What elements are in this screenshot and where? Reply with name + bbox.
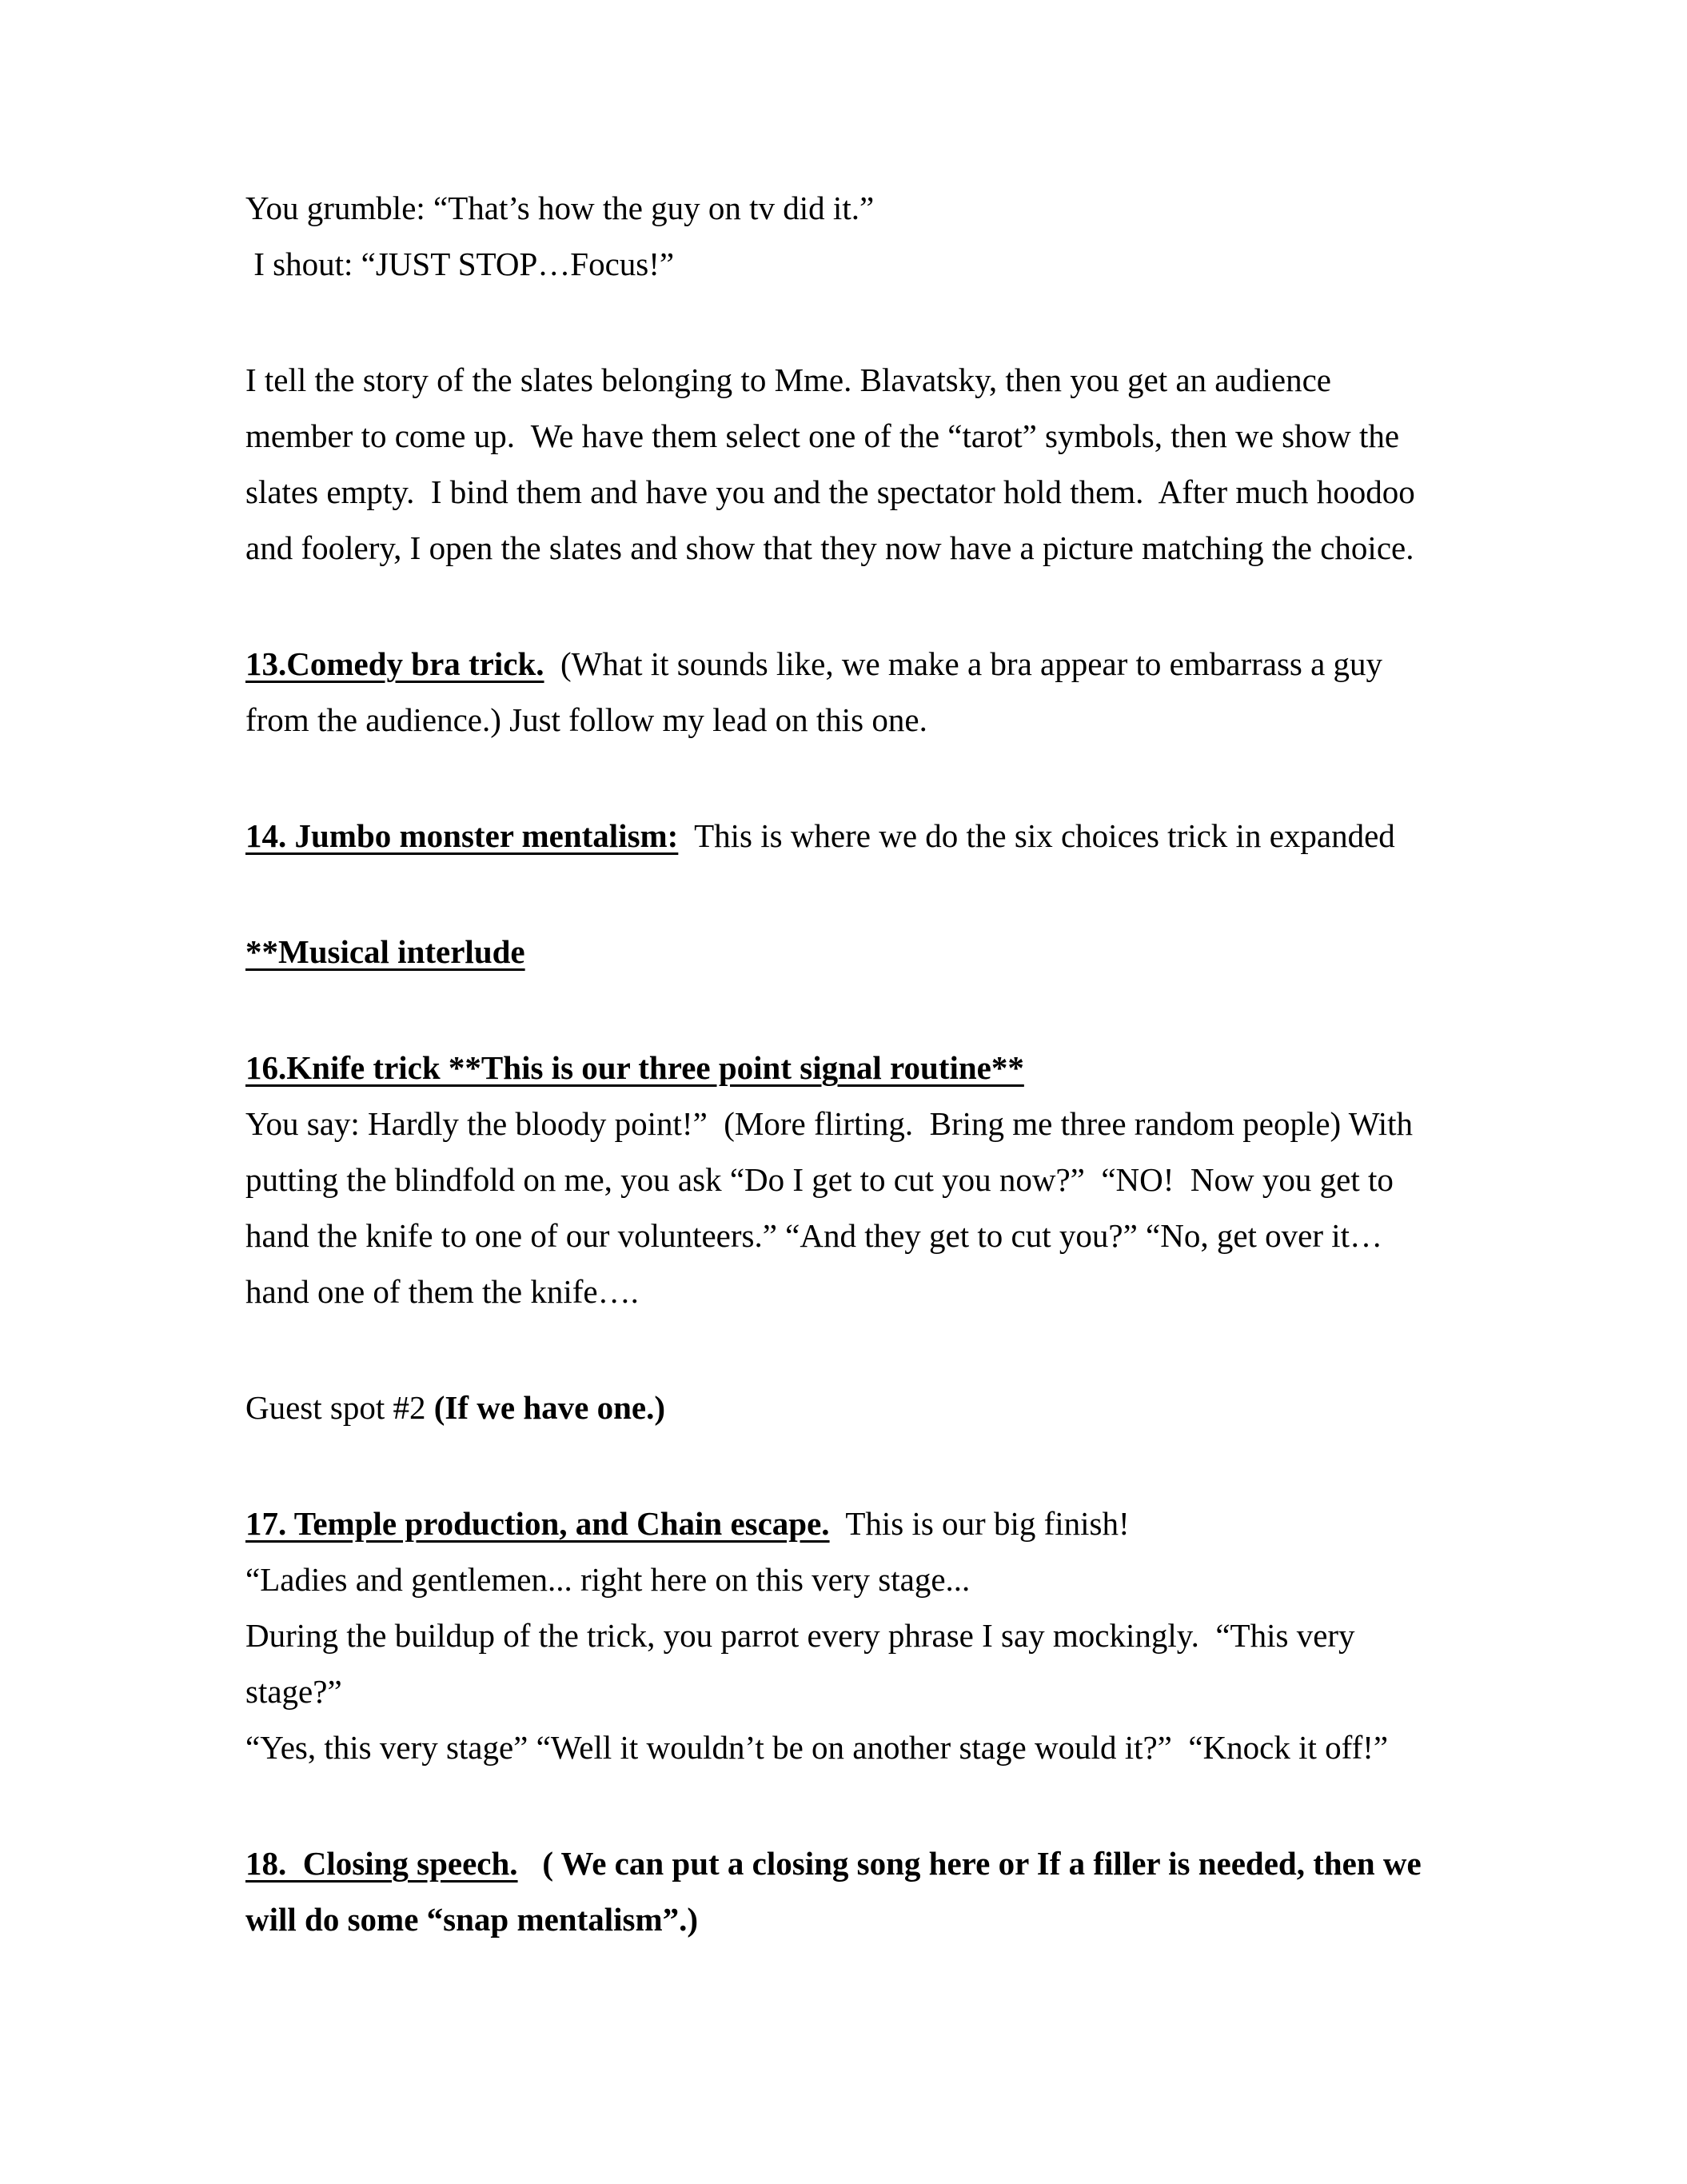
section-18-closing-speech [245,1835,1493,1947]
text-line [245,1891,1493,1947]
text-line: I shout: “JUST STOP…Focus!” [245,246,675,282]
text-line: You say: Hardly the bloody point!” (More flirting. Bring me three random people) With [245,1105,1414,1142]
guest-spot-label: Guest spot #2 [245,1389,434,1426]
section-16-heading: 16.Knife trick **This is our three point signal routine** [245,1049,1024,1086]
section-14-jumbo-monster-mentalism [245,808,1493,864]
section-13-comedy-bra-trick [245,636,1493,748]
slates-routine-paragraph [245,352,1493,576]
text-line [245,924,1493,980]
text-line: “Ladies and gentlemen... right here on this very stage... [245,1561,971,1598]
text-line: putting the blindfold on me, you ask “Do I get to cut you now?” “NO! Now you get to [245,1161,1394,1198]
section-18-heading: 18. Closing speech. [245,1845,518,1882]
text-line: hand the knife to one of our volunteers.” “And they get to cut you?” “No, get over it… [245,1217,1383,1254]
document-body [245,180,1493,1947]
section-17-heading: 17. Temple production, and Chain escape. [245,1505,830,1542]
text-line [245,808,1493,864]
section-17-temple-production [245,1495,1493,1775]
intro-dialogue [245,180,1493,292]
text-line: from the audience.) Just follow my lead on this one. [245,701,927,738]
text-line: member to come up. We have them select one of the “tarot” symbols, then we show the [245,417,1400,454]
section-16-knife-trick [245,1040,1493,1320]
text-line: “Yes, this very stage” “Well it wouldn’t be on another stage would it?” “Knock it off!” [245,1729,1389,1766]
musical-interlude-heading [245,924,1493,980]
text-line [245,1379,1493,1435]
text-line: During the buildup of the trick, you parrot every phrase I say mockingly. “This very [245,1617,1355,1654]
text-line: slates empty. I bind them and have you and the spectator hold them. After much hoodoo [245,473,1415,510]
musical-interlude-title: **Musical interlude [245,933,525,970]
section-13-heading: 13.Comedy bra trick. [245,645,544,682]
guest-spot-2 [245,1379,1493,1435]
text-line: I tell the story of the slates belonging to Mme. Blavatsky, then you get an audience [245,361,1331,398]
text-line: hand one of them the knife…. [245,1273,639,1310]
section-14-note: This is where we do the six choices trick in expanded [678,817,1395,854]
section-14-heading: 14. Jumbo monster mentalism: [245,817,679,854]
text-line: stage?” [245,1673,342,1710]
text-line: and foolery, I open the slates and show that they now have a picture matching the choice. [245,529,1414,566]
text-line: You grumble: “That’s how the guy on tv did it.” [245,190,875,226]
text-line [245,1835,1493,1891]
guest-spot-note: (If we have one.) [433,1389,665,1426]
section-13-note: (What it sounds like, we make a bra appear to embarrass a guy [544,645,1383,682]
section-18-note-continued: will do some “snap mentalism”.) [245,1901,699,1938]
text-line [245,1040,1493,1096]
section-17-note: This is our big finish! [829,1505,1130,1542]
text-line [245,1495,1493,1551]
section-18-note: ( We can put a closing song here or If a filler is needed, then we [517,1845,1422,1882]
text-line [245,636,1493,692]
